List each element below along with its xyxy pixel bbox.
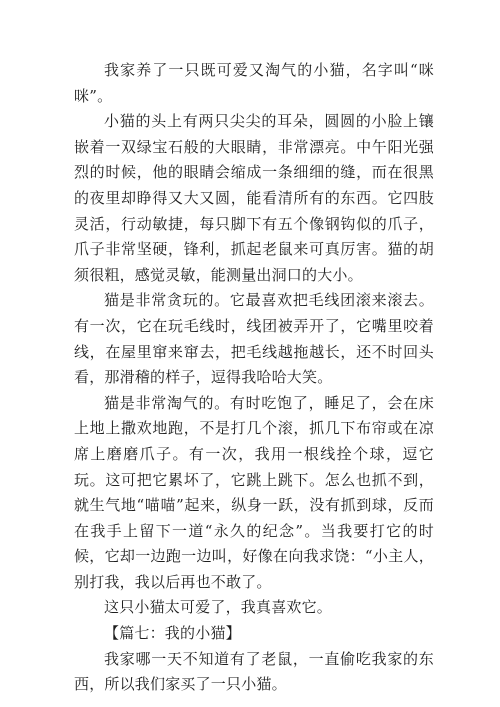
paragraph-playful: 猫是非常贪玩的。它最喜欢把毛线团滚来滚去。有一次，它在玩毛线时，线团被弄开了，它嘴里咬着线，在屋里窜来窜去，把毛线越拖越长，还不时回头看，那滑稽的样子，逗得我哈哈大笑。 [74,291,434,387]
document-body [74,58,434,698]
section-heading: 【篇七：我的小猫】 [104,624,241,643]
paragraph-appearance: 小猫的头上有两只尖尖的耳朵，圆圆的小脸上镶嵌着一双绿宝石般的大眼睛，非常漂亮。中午阳光强烈的时候，他的眼睛会缩成一条细细的缝，而在很黑的夜里却睁得又大又圆，能看清所有的东西。它四肢灵活，行动敏捷，每只脚下有五个像钢钩似的爪子，爪子非常坚硬，锋利，抓起老鼠来可真厉害。猫的胡须很粗，感觉灵敏，能测量出洞口的大小。 [74,112,434,284]
paragraph-next-section: 我家哪一天不知道有了老鼠，一直偷吃我家的东西，所以我们家买了一只小猫。 [74,649,434,694]
paragraph-intro: 我家养了一只既可爱又淘气的小猫，名字叫“咪咪”。 [74,61,434,105]
paragraph-conclusion: 这只小猫太可爱了，我真喜欢它。 [104,598,333,617]
paragraph-naughty: 猫是非常淘气的。有时吃饱了，睡足了，会在床上地上撒欢地跑，不是打几个滚，抓几下布帘或在凉席上磨磨爪子。有一次，我用一根线拴个球，逗它玩。这可把它累坏了，它跳上跳下。怎么也抓不到，就生气地“喵喵”起来，纵身一跃，没有抓到球，反而在我手上留下一道“永久的纪念”。当我要打它的时候，它却一边跑一边叫，好像在向我求饶：“小主人，别打我，我以后再也不敢了。 [74,393,434,591]
